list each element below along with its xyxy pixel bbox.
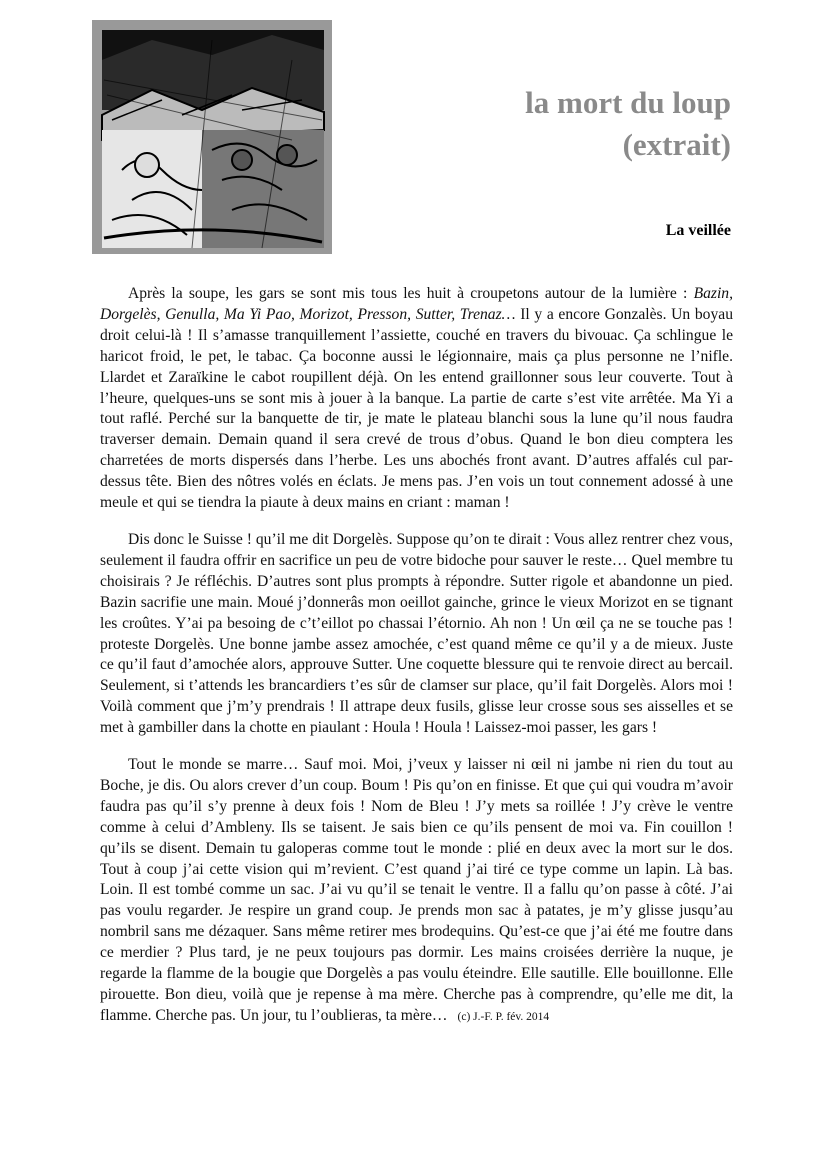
paragraph-3-text: Tout le monde se marre… Sauf moi. Moi, j’veux y laisser ni œil ni jambe ni rien du tout au Boche, je dis. Ou alors crever d’un coup. Boum ! Pis qu’on en finisse. Et que çui qui voudra m’avoir faudra pas qu’il s’y prenne à deux fois ! Nom de Bleu ! J’y mets sa roillée ! J’y crève le ventre comme à celui d’Ambleny. Ils se taisent. Je sais bien ce qu’ils pensent de moi va. Fin couillon ! qu’ils se disent. Demain tu galoperas comme tout le monde : plié en deux avec la mort sur le dos. Tout à coup j’ai cette vision qui m’revient. C’est quand j’ai tiré ce type comme un lapin. Là bas. Loin. Il est tombé comme un sac. J’ai vu qu’il se tenait le ventre. Il a fallu qu’on passe à côté. J’ai pas voulu regarder. Je respire un grand coup. Je prends mon sac à patates, je m’y glisse jusqu’au nombril sans me dézaquer. Sans même retirer mes brodequins. Qu’est-ce que j’ai été me foutre dans ce merdier ? Plus tard, je ne peux toujours pas dormir. Les mains croisées derrière la nuque, je regarde la flamme de la bougie que Dorgelès a pas voulu éteindre. Elle sautille. Elle bouillonne. Elle pirouette. Bon dieu, voilà que je repense à ma mère. Cherche pas à comprendre, qu’elle me dit, la flamme. Cherche pas. Un jour, tu l’oublieras, ta mère… <box>100 756 733 1024</box>
paragraph-2: Dis donc le Suisse ! qu’il me dit Dorgelès. Suppose qu’on te dirait : Vous allez rentrer chez vous, seulement il faudra offrir en sacrifice un peu de votre bidoche pour sauver le reste… Quel membre tu choisirais ? Je réfléchis. D’autres sont plus prompts à répondre. Sutter rigole et abandonne un pied. Bazin sacrifie une main. Moué j’donnerâs mon oeillot gainche, grince le vieux Morizot en se tignant les croûtes. Y’ai pa besoing de c’t’eillot po chassai l’étornio. Ah non ! Un œil ça ne se touche pas ! proteste Dorgelès. Une bonne jambe assez amochée, c’est quand même ce qu’il y a de mieux. Juste ce qu’il faut d’amochée alors, approuve Sutter. Une coquette blessure qui te renvoie direct au bercail. Seulement, si t’attends les brancardiers t’es sûr de clamser sur place, qu’il fait Dorgelès. Alors moi ! Voilà comment que j’m’y prendrais ! Il attrape deux fusils, glisse leur crosse sous ses aisselles et se met à gambiller dans la chotte en piaulant : Houla ! Houla ! Laissez-moi passer, les gars ! <box>100 530 733 737</box>
sketch-drawing <box>92 20 332 254</box>
character-names: Bazin, Dorgelès, Genulla, Ma Yi Pao, Morizot, Presson, Sutter, Trenaz… <box>100 285 733 323</box>
paragraph-1 <box>100 284 733 514</box>
paragraph-1-rest: Il y a encore Gonzalès. Un boyau droit celui-là ! Il s’amasse tranquillement l’assiette, couché en travers du bivouac. Ça schlingue le haricot froid, le pet, le tabac. Ça boconne aussi le légionnaire, mais ça plus personne ne l’nifle. Llardet et Zaraïkine le cabot roupillent déjà. On les entend graillonner sous leur couverte. Tout à l’heure, quelques-uns se sont mis à jouer à la banque. La partie de carte s’est vite arrêtée. Ma Yi a tout raflé. Perché sur la banquette de tir, je mate le plateau blanchi sous la lune qu’il nous faudra traverser demain. Demain quand il sera crevé de trous d’obus. Quand le bon dieu comptera les charretées de morts dispersés dans l’herbe. Les uns abochés front avant. D’autres affalés cul par-dessus tête. Bien des nôtres volés en éclats. Je mens pas. J’en vois un tout connement adossé à une meule et qui se tiendra la piaute à deux mains en criant : maman ! <box>100 305 733 512</box>
page-title <box>525 82 731 166</box>
title-line-2: (extrait) <box>622 127 731 162</box>
paragraph-1-lead: Après la soupe, les gars se sont mis tous les huit à croupetons autour de la lumière : <box>128 285 688 302</box>
copyright-note: (c) J.-F. P. fév. 2014 <box>457 1010 550 1023</box>
story-text <box>100 284 733 1044</box>
title-line-1: la mort du loup <box>525 85 731 120</box>
section-subtitle: La veillée <box>665 222 731 239</box>
trench-illustration <box>92 20 332 254</box>
paragraph-3 <box>100 755 733 1028</box>
